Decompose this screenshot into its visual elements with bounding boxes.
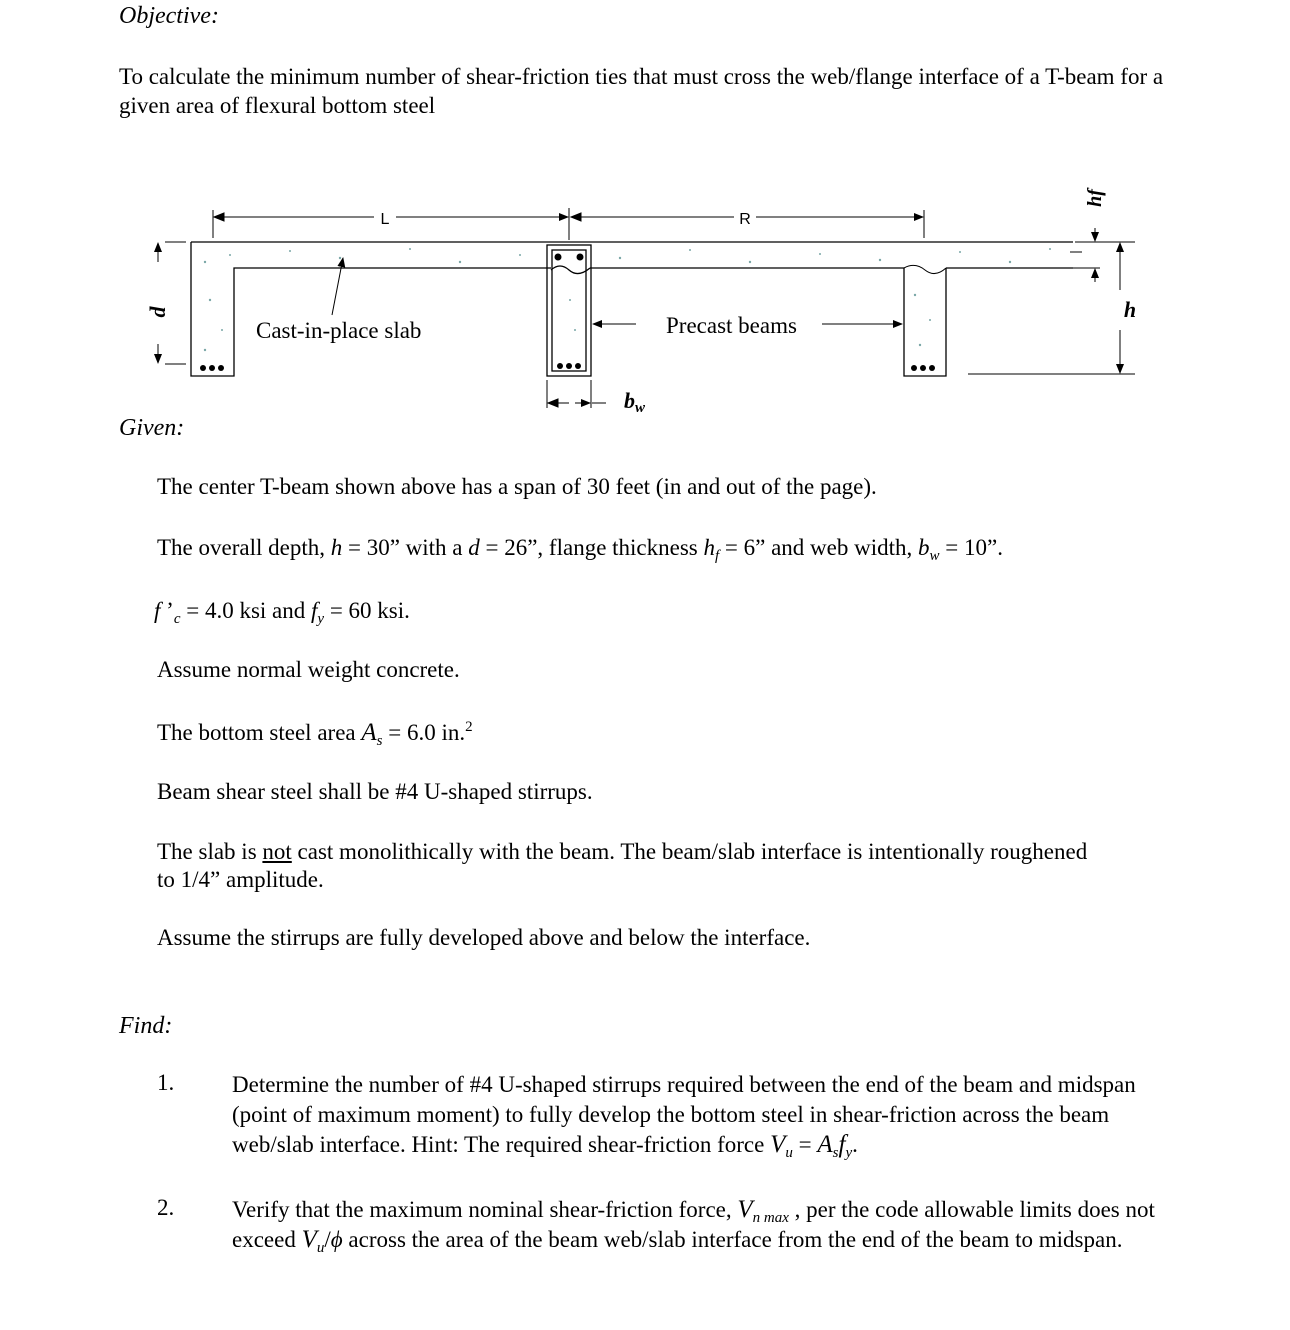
find-item-1-number: 1.: [157, 1070, 175, 1095]
given-span: The center T-beam shown above has a span of 30 feet (in and out of the page).: [157, 474, 877, 499]
given-developed: Assume the stirrups are fully developed above and below the interface.: [157, 925, 811, 950]
dimension-bw: [547, 380, 606, 408]
label-d: d: [145, 306, 170, 318]
objective-heading: Objective:: [119, 3, 219, 29]
label-R: R: [739, 211, 751, 228]
find-heading: Find:: [119, 1013, 173, 1039]
given-heading: Given:: [119, 415, 185, 441]
find-item-1-text: Determine the number of #4 U-shaped stirrups required between the end of the beam and midspan (point of maximum moment) to fully develop the bottom steel in shear-friction across the beam web/slab interface. Hint: The required shear-friction force $V_u = A_sf_y$.: [232, 1072, 1136, 1161]
given-stirrups: Beam shear steel shall be #4 U-shaped stirrups.: [157, 779, 593, 804]
label-bw: bw: [624, 388, 646, 416]
label-hf: hf: [1084, 189, 1106, 207]
given-interface: The slab is not cast monolithically with the beam. The beam/slab interface is intentionally roughened to 1/4” amplitude.: [157, 839, 1088, 892]
interface-line: [904, 265, 946, 273]
given-concrete: Assume normal weight concrete.: [157, 657, 460, 682]
find-item-2-text: Verify that the maximum nominal shear-friction force, $V_{n max}$ , per the code allowable limits does not exceed $V_u/\phi$ across the area of the beam web/slab interface from the end of the beam to midspan.: [232, 1196, 1155, 1256]
slab-outline: [191, 242, 1073, 376]
given-steel: The bottom steel area $A_s = 6.0$ in.$^2$: [157, 719, 473, 749]
rebar-dots: [200, 254, 935, 372]
center-precast-beam: [547, 245, 591, 376]
dimension-h: [968, 242, 1135, 374]
label-precast-beams: Precast beams: [666, 313, 797, 338]
dimension-hf: [1060, 228, 1100, 282]
given-depth: The overall depth, h = 30” with a d = 26”, flange thickness $h_f = 6$” and web width, $b_w = 10$”.: [157, 535, 1003, 564]
label-cast-in-place-slab: Cast-in-place slab: [256, 318, 422, 343]
given-materials: f $’_c = 4.0$ ksi and $f_y = 60$ ksi.: [154, 598, 410, 627]
objective-text: To calculate the minimum number of shear-friction ties that must cross the web/flange interface of a T-beam for a given area of flexural bottom steel: [119, 64, 1164, 118]
label-L: L: [380, 211, 390, 228]
slab-leader: [332, 258, 343, 315]
t-beam-diagram: [0, 170, 1290, 420]
label-h: h: [1123, 297, 1137, 322]
dimension-L: [213, 208, 569, 240]
dimension-d: [158, 242, 186, 364]
find-item-2-number: 2.: [157, 1195, 175, 1220]
